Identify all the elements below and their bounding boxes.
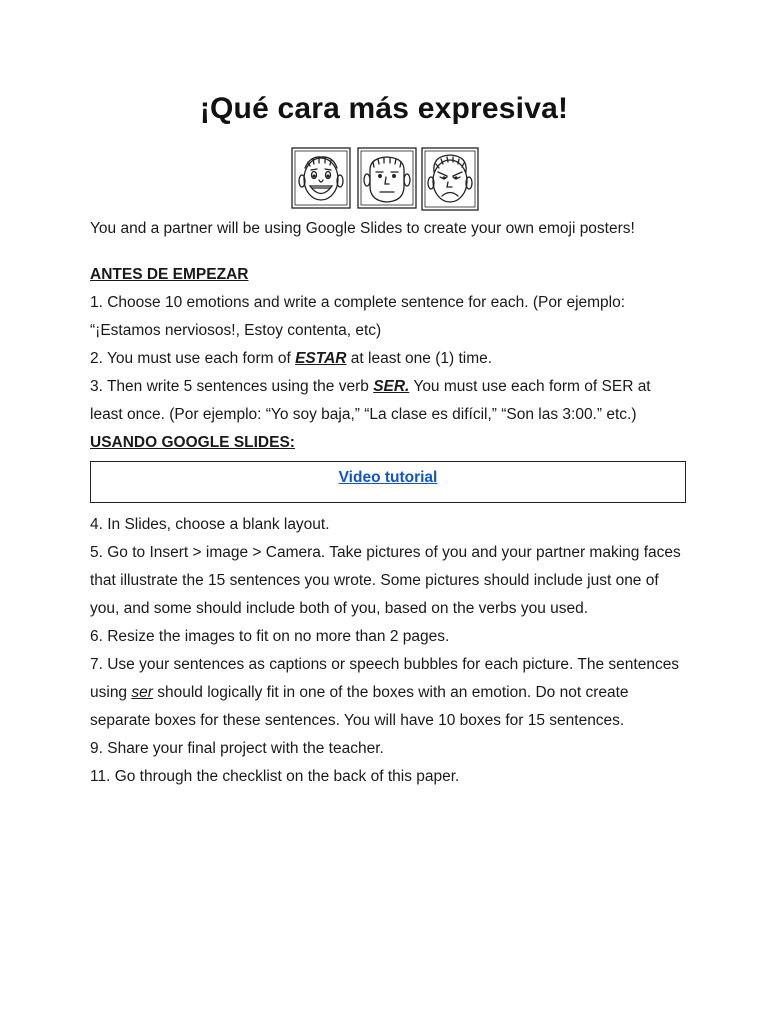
document-body: [90, 218, 686, 791]
item3-text-before: 3. Then write 5 sentences using the verb: [90, 378, 374, 395]
instruction-item-3: [90, 373, 686, 429]
instruction-item-1: 1. Choose 10 emotions and write a complete sentence for each. (Por ejemplo: “¡Estamos nerviosos!, Estoy contenta, etc): [90, 294, 626, 339]
video-tutorial-box: [90, 461, 686, 503]
verb-estar: ESTAR: [295, 350, 347, 367]
video-tutorial-link[interactable]: Video tutorial: [338, 469, 438, 486]
item7-text-before: 7. Use your sentences as captions or speech bubbles for each picture. The sentences using: [90, 656, 680, 701]
faces-illustration: [290, 146, 480, 212]
page-title: ¡Qué cara más expresiva!: [199, 92, 569, 125]
word-ser: ser: [131, 684, 153, 701]
instruction-item-4: 4. In Slides, choose a blank layout.: [90, 516, 330, 533]
instruction-item-9: 9. Share your final project with the teacher.: [90, 740, 384, 757]
instruction-item-5: 5. Go to Insert > image > Camera. Take pictures of you and your partner making faces that illustrate the 15 sentences you wrote. Some pictures should include just one of you, and some should include both of you, based on the verbs you used.: [90, 544, 681, 617]
happy-face-icon: [292, 148, 350, 208]
instruction-item-6: 6. Resize the images to fit on no more than 2 pages.: [90, 628, 450, 645]
item3-text-after: You must use each form of SER at least once. (Por ejemplo: “Yo soy baja,” “La clase es difícil,” “Son las 3:00.” etc.): [90, 378, 651, 423]
section-heading-antes: ANTES DE EMPEZAR: [90, 266, 249, 283]
section-heading-google-slides: USANDO GOOGLE SLIDES:: [90, 434, 295, 451]
instruction-item-2: [90, 345, 686, 373]
item2-text-after: at least one (1) time.: [346, 350, 493, 367]
item2-text-before: 2. You must use each form of: [90, 350, 296, 367]
instruction-item-11: 11. Go through the checklist on the back of this paper.: [90, 768, 460, 785]
verb-ser: SER.: [373, 378, 410, 395]
item7-text-after: should logically fit in one of the boxes with an emotion. Do not create separate boxes for these sentences. You will have 10 boxes for 15 sentences.: [90, 684, 629, 729]
instruction-item-7: [90, 651, 686, 735]
intro-paragraph: You and a partner will be using Google Slides to create your own emoji posters!: [90, 220, 635, 237]
neutral-face-icon: [358, 148, 416, 208]
angry-face-icon: [422, 148, 478, 210]
